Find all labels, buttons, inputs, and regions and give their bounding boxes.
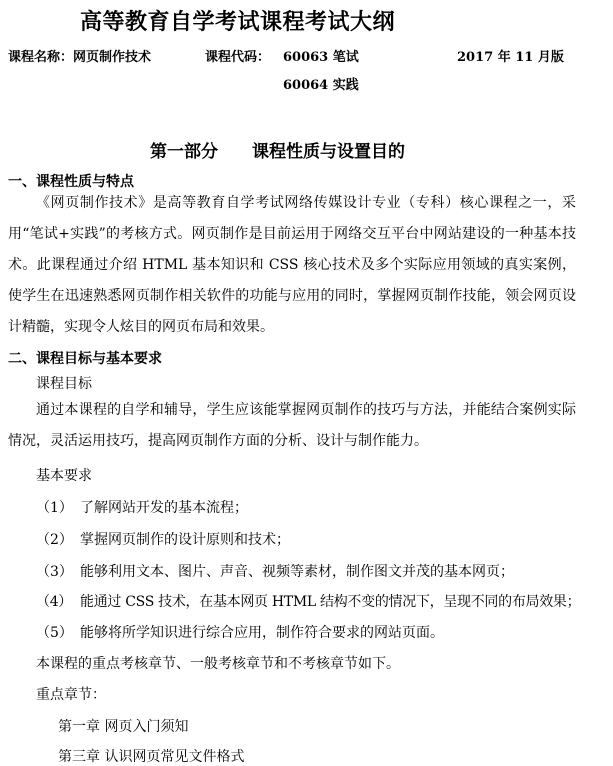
list-item — [36, 561, 514, 581]
list-item-text: 掌握网页制作的设计原则和技术； — [80, 532, 290, 548]
course-code-label: 课程代码： — [205, 50, 271, 65]
part-title: 课程性质与设置目的 — [252, 142, 405, 162]
edition-date: 2017 年 11 月版 — [457, 50, 564, 65]
list-item — [36, 622, 444, 642]
section-1-heading: 一、课程性质与特点 — [8, 174, 134, 190]
chapter-3-line: 第三章 认识网页常见文件格式 — [58, 749, 245, 765]
list-item-number: （3） — [36, 564, 73, 580]
list-item-number: （2） — [36, 532, 73, 548]
course-goal-label: 课程目标 — [36, 376, 92, 392]
document-title: 高等教育自学考试课程考试大纲 — [80, 9, 396, 35]
course-name: 课程名称：网页制作技术 — [8, 50, 152, 65]
section-2-heading: 二、课程目标与基本要求 — [8, 351, 162, 367]
part-heading — [150, 137, 405, 162]
list-item-number: （4） — [36, 594, 73, 610]
list-item — [36, 497, 248, 517]
list-item-text: 能够利用文本、图片、声音、视频等素材，制作图文并茂的基本网页； — [80, 564, 514, 580]
list-item-text: 了解网站开发的基本流程； — [80, 500, 248, 516]
list-item — [36, 591, 580, 611]
requirements-label: 基本要求 — [36, 468, 92, 484]
course-goal-paragraph: 通过本课程的自学和辅导，学生应该能掌握网页制作的技巧与方法，并能结合案例实际情况，灵活运用技巧，提高网页制作方面的分析、设计与制作能力。 — [8, 402, 576, 449]
part-number: 第一部分 — [150, 142, 218, 162]
list-item-text: 能够将所学知识进行综合应用，制作符合要求的网站页面。 — [80, 625, 444, 641]
chapters-intro: 本课程的重点考核章节、一般考核章节和不考核章节如下。 — [36, 656, 400, 672]
chapter-1-line: 第一章 网页入门须知 — [58, 719, 189, 735]
list-item — [36, 529, 290, 549]
key-chapters-label: 重点章节： — [36, 687, 106, 703]
list-item-text: 能通过 CSS 技术，在基本网页 HTML 结构不变的情况下，呈现不同的布局效果； — [80, 594, 581, 610]
course-code-written: 60063 笔试 — [283, 50, 359, 65]
list-item-number: （1） — [36, 500, 73, 516]
list-item-number: （5） — [36, 625, 73, 641]
section-1-paragraph: 《网页制作技术》是高等教育自学考试网络传媒设计专业（专科）核心课程之一，采用“笔试+实践”的考核方式。网页制作是目前运用于网络交互平台中网站建设的一种基本技术。此课程通过介绍 HTML 基本知识和 CSS 核心技术及多个实际应用领域的真实案例，使学生在迅速熟悉网页制作相关软件的功能与应用的同时，掌握网页制作技能，领会网页设计精髓，实现令人炫目的网页布局和效果。 — [8, 195, 576, 335]
course-code-practice: 60064 实践 — [283, 78, 359, 93]
